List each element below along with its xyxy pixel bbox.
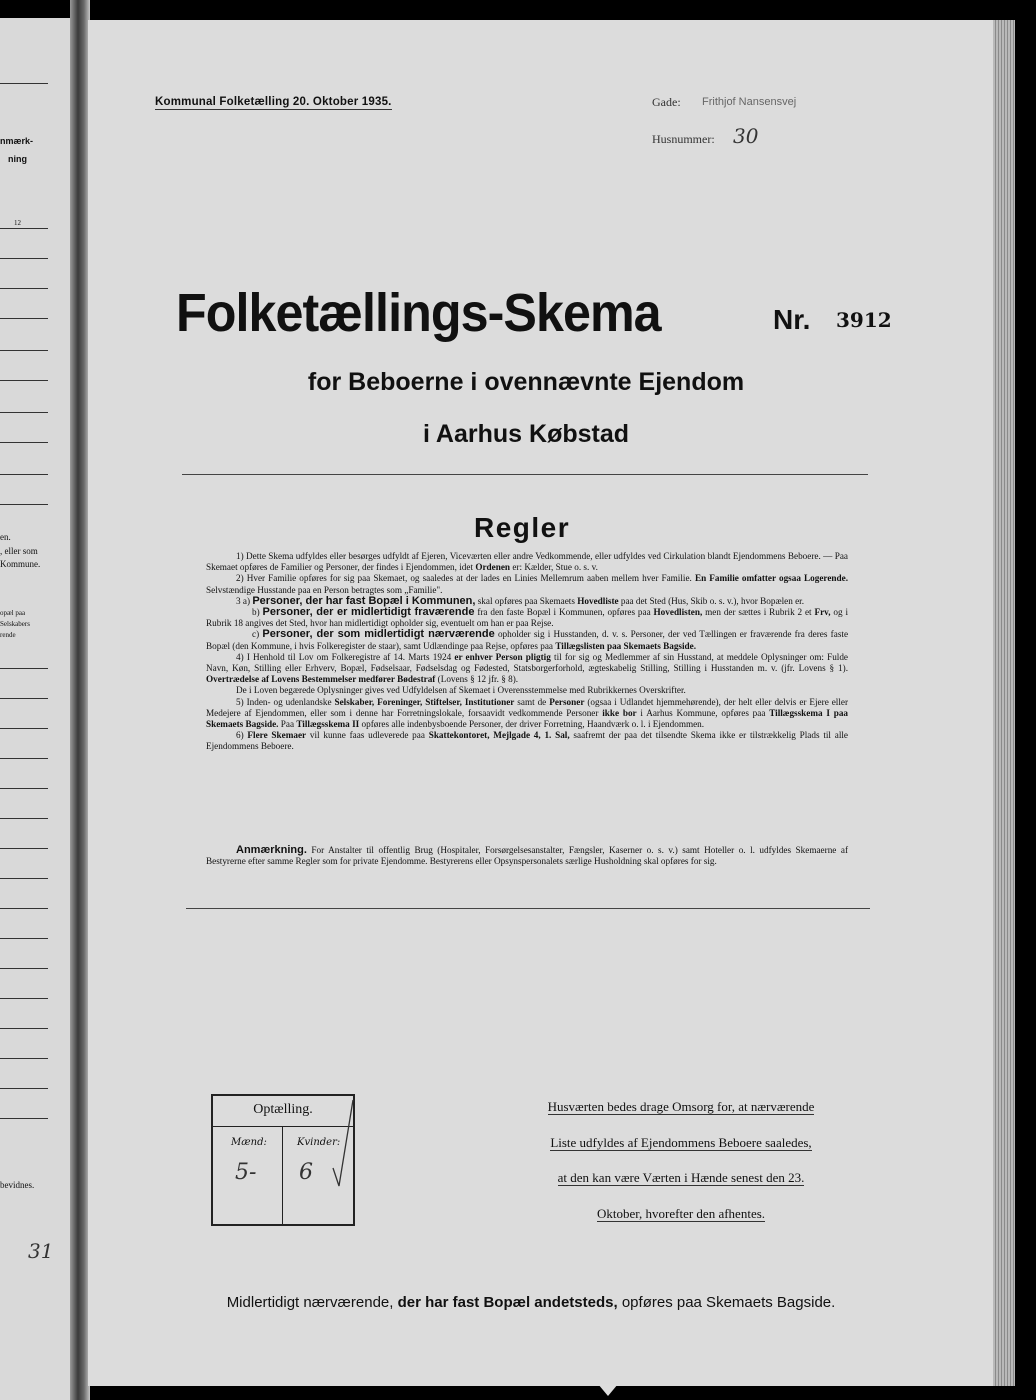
note-line-2: Liste udfyldes af Ejendommens Beboere saaledes, [550,1135,812,1150]
rule [0,908,48,909]
left-text: , eller som [0,546,38,556]
rule [0,758,48,759]
rule [0,258,48,259]
page-edges [993,20,1015,1386]
rule [0,442,48,443]
gade-label: Gade: [652,95,681,109]
left-page-fragment [0,18,70,1400]
anmaerkning [206,845,848,867]
rule [0,848,48,849]
census-header-text: Kommunal Folketælling 20. Oktober 1935. [155,96,392,108]
rule [0,83,48,84]
left-text: Selskabers [0,620,30,628]
note-line-3: at den kan være Værten i Hænde senest den 23. [557,1170,805,1185]
left-text: opæl paa [0,609,26,617]
rule [0,228,48,229]
form-subtitle-1: for Beboerne i ovennævnte Ejendom [307,368,745,396]
rule [0,380,48,381]
left-text: en. [0,532,11,542]
rule [0,938,48,939]
rule [0,668,48,669]
rule-4-cont: De i Loven begærede Oplysninger gives ved Udfyldelsen af Skemaet i Overensstemmelse med Rubrikkernes Overskrifter. [236,685,686,696]
kvinder-label: Kvinder: [297,1137,341,1148]
rule [0,318,48,319]
left-text: nmærk- [0,136,34,146]
rule [0,288,48,289]
rule [0,1118,48,1119]
left-text: bevidnes. [0,1180,35,1190]
left-text: Kommune. [0,559,41,569]
rule [0,968,48,969]
left-text: ning [8,154,27,164]
maend-count: 5- [235,1160,257,1185]
rules-text [206,551,848,753]
rule [0,474,48,475]
rule-4: 4) I Henhold til Lov om Folkeregistre af 14. Marts 1924 er enhver Person pligtig til for sig og Medlemmer af sin Husstand, at meddele Oplysninger om: Fulde Navn, Køn, Stilling eller Erhverv, Bopæl, Fødselsaar, Fødselsdag og Fødested, Statsborgerforhold, ægteskabelig Stilling, Stilling i Husstanden m. v. (jfr. Lovens § 1). Overtrædelse af Lovens Bestemmelser medfører Bødestraf (Lovens § 12 jfr. § 8). [206,651,849,685]
form-subtitle-2: i Aarhus Købstad [422,420,630,448]
anmaerkning-text: For Anstalter til offentlig Brug (Hospitaler, Forsørgelsesanstalter, Fængsler, Kaserner o. s. v.) samt Hoteller o. l. udfyldes Skemaerne af Bestyrerne efter samme Regler som for private Ejendomme. Bestyrerens eller Opsynspersonalets særlige Husholdning skal opføres for sig. [206,845,849,867]
rule [0,998,48,999]
optaelling-title: Optælling. [253,1102,313,1117]
note-line-1: Husværten bedes drage Omsorg for, at nærværende [547,1099,815,1114]
rule-1: 1) Dette Skema udfyldes eller besørges udfyldt af Ejeren, Viceværten eller andre Vedkommende, eller udfyldes ved Cirkulation blandt Ejendommens Beboere. — Paa Skemaet opføres de Familier og Personer, der findes i Ejendommen, idet Ordenen er: Kælder, Stue o. s. v. [206,551,848,573]
rule-3b: b) Personer, der er midlertidigt fraværende fra den faste Bopæl i Kommunen, opføres paa Hovedlisten, men der sættes i Rubrik 2 et Frv, og i Rubrik 18 angives det Sted, hvor han midlertidigt opholder sig, eventuelt om han er paa Rejse. [206,606,849,629]
kvinder-count: 6 [299,1160,313,1185]
rule [0,1058,48,1059]
census-header [155,96,392,108]
checkmark-icon [331,1098,355,1188]
husnummer-label: Husnummer: [652,132,715,146]
left-text: rende [0,631,16,639]
rule [0,698,48,699]
rule-3a: 3 a) Personer, der har fast Bopæl i Kommunen, skal opføres paa Skemaets Hovedliste paa det Sted (Hus, Skib o. s. v.), hvor Bopælen er. [236,594,805,607]
nr-label: Nr. [773,304,811,335]
rule [0,1028,48,1029]
rule [0,818,48,819]
rule [0,350,48,351]
rule [0,728,48,729]
rule-6: 6) Flere Skemaer vil kunne faas udleverede paa Skattekontoret, Mejlgade 4, 1. Sal, saafremt der paa det tilsendte Skema ikke er tilstrækkelig Plads til alle Ejendommens Beboere. [206,730,849,752]
rule-3c: c) Personer, der som midlertidigt nærværende opholder sig i Husstanden, d. v. s. Personer, der ved Tællingen er fraværende fra deres faste Bopæl (den Kommune, i hvis Folkeregister de staar), samt Udlændinge paa Rejse, opføres paa Tillægslisten paa Skemaets Bagside. [206,628,849,651]
husnummer-value: 30 [733,124,759,148]
left-handwriting: 31 [28,1239,54,1263]
maend-label: Mænd: [231,1137,267,1148]
optaelling-box [211,1094,355,1226]
rule [0,504,48,505]
rule [0,788,48,789]
rule-5: 5) Inden- og udenlandske Selskaber, Foreninger, Stiftelser, Institutioner samt de Personer (ogsaa i Udlandet hjemmehørende), der helt eller delvis er Ejere eller Medejere af Ejendommen, eller som i denne har Forretningslokale, forsaavidt vedkommende Personer ikke bor i Aarhus Kommune, opføres paa Tillægsskema I paa Skemaets Bagside. Paa Tillægsskema II opføres alle indenbysboende Personer, der driver Forretning, Haandværk o. l. i Ejendommen. [206,696,849,730]
form-title: Folketællings-Skema [176,283,661,343]
anmaerkning-heading: Anmærkning. [236,844,307,856]
note-line-4: Oktober, hvorefter den afhentes. [596,1206,766,1221]
book-gutter [70,0,90,1400]
rule [0,1088,48,1089]
gade-value: Frithjof Nansensvej [702,96,797,108]
left-text: 12 [14,219,21,227]
scroll-down-arrow-icon[interactable] [598,1384,618,1396]
divider [182,474,868,475]
regler-heading: Regler [474,512,571,543]
box-divider [282,1127,283,1224]
rule-2: 2) Hver Familie opføres for sig paa Skemaet, og saaledes at der lades en Linies Mellemrum aaben mellem hver Familie. En Familie omfatter ogsaa Logerende. Selvstændige Husstande paa en Person betragtes som „Familie". [206,573,848,595]
rule [0,878,48,879]
divider [186,908,870,909]
footer-note: Midlertidigt nærværende, der har fast Bopæl andetsteds, opføres paa Skemaets Bagside. [226,1294,836,1311]
form-number: 3912 [836,308,892,332]
rule [0,412,48,413]
